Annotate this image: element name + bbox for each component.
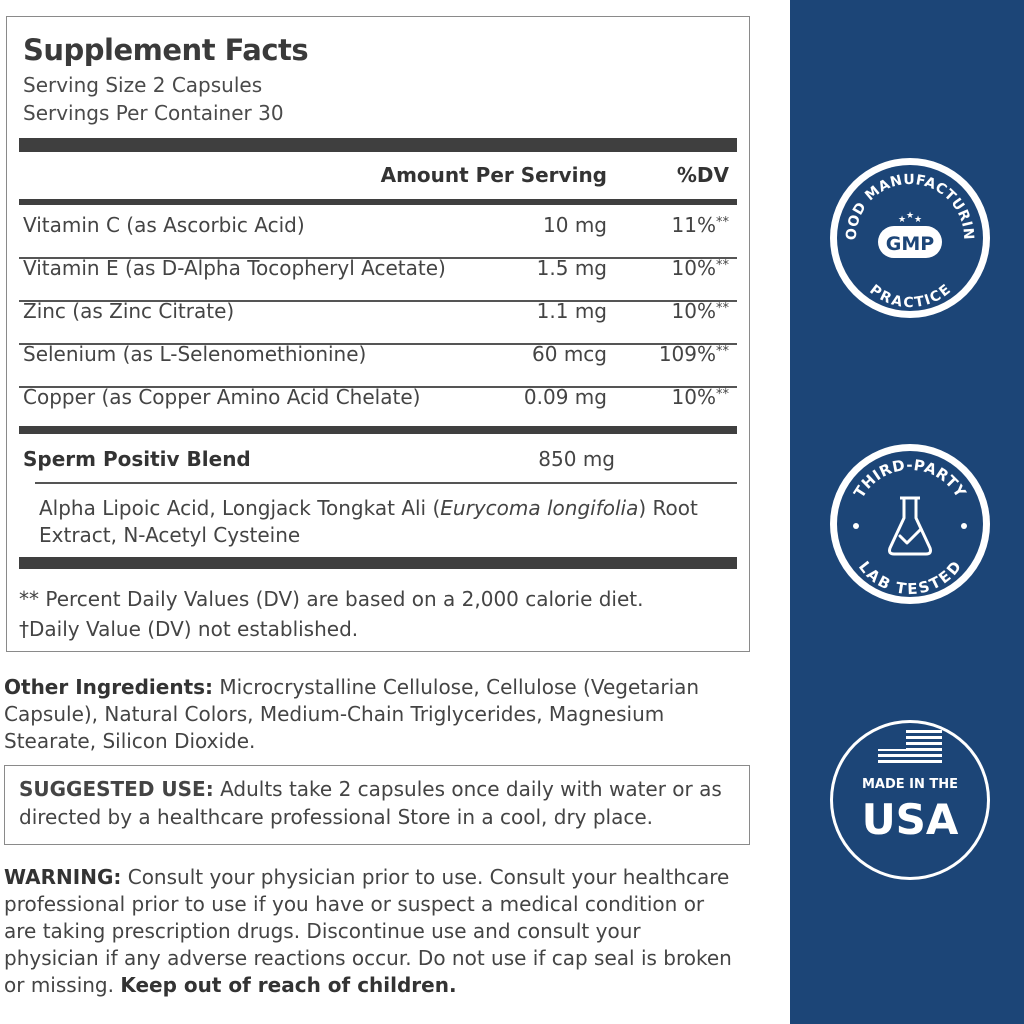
nutrient-amount: 60 mcg — [532, 342, 607, 366]
warning-text: Consult your physician prior to use. Consult your healthcare professional prior to use if you have or suspect a medical condition or are taking prescription drugs. Discontinue use and consult your physician if any adverse reactions occur. Do not use if cap seal is broken or missing. — [4, 865, 732, 997]
supplement-facts-panel — [6, 16, 750, 652]
suggested-use-text: Adults take 2 capsules once daily with water or as directed by a healthcare professional Store in a cool, dry place. — [19, 777, 722, 829]
servings-per-container: Servings Per Container 30 — [23, 101, 284, 125]
suggested-use-box — [4, 765, 750, 845]
nutrient-amount: 10 mg — [543, 213, 607, 237]
gmp-badge — [826, 154, 994, 322]
nutrient-amount: 0.09 mg — [523, 385, 607, 409]
dv-value: 109% — [658, 342, 716, 366]
lab-top-text: THIRD-PARTY — [850, 455, 970, 502]
dv-mark: ** — [716, 301, 729, 316]
usa-badge-icon — [826, 716, 994, 884]
medium-divider — [19, 199, 737, 205]
header-dv: %DV — [676, 163, 729, 187]
dv-value: 10% — [671, 385, 716, 409]
gmp-center-text: GMP — [885, 233, 935, 255]
blend-ingredients-latin: Eurycoma longifolia — [440, 496, 639, 520]
other-ingredients — [4, 674, 744, 755]
suggested-use-label: SUGGESTED USE: — [19, 777, 214, 801]
dv-mark: ** — [716, 387, 729, 402]
nutrient-dv — [672, 213, 729, 237]
other-ingredients-text: Microcrystalline Cellulose, Cellulose (Vegetarian Capsule), Natural Colors, Medium-Chain Triglycerides, Magnesium Stearate, Silicon Dioxide. — [4, 675, 700, 753]
thick-divider — [19, 557, 737, 569]
blend-divider — [35, 482, 737, 484]
suggested-use — [19, 775, 739, 831]
warning-emphasis: Keep out of reach of children. — [120, 973, 457, 997]
star-icon: ★ — [898, 215, 907, 225]
nutrient-name: Copper (as Copper Amino Acid Chelate) — [23, 385, 421, 409]
serving-size: Serving Size 2 Capsules — [23, 73, 263, 97]
nutrient-name: Zinc (as Zinc Citrate) — [23, 299, 235, 323]
nutrient-name: Vitamin C (as Ascorbic Acid) — [23, 213, 305, 237]
lab-badge-icon — [826, 440, 994, 608]
nutrient-amount: 1.1 mg — [536, 299, 607, 323]
facts-title: Supplement Facts — [23, 33, 309, 67]
warning — [4, 864, 740, 999]
blend-ingredients-part: ) Root Extract, N-Acetyl Cysteine — [39, 496, 698, 547]
us-flag-icon — [878, 730, 942, 766]
made-in-usa-badge — [826, 716, 994, 884]
nutrient-dv — [659, 342, 729, 366]
other-ingredients-label: Other Ingredients: — [4, 675, 214, 699]
dv-value: 10% — [671, 299, 716, 323]
nutrient-name: Selenium (as L-Selenomethionine) — [23, 342, 367, 366]
nutrient-dv — [672, 299, 729, 323]
nutrient-amount: 1.5 mg — [536, 256, 607, 280]
usa-text: USA — [861, 795, 959, 844]
dv-mark: ** — [716, 215, 729, 230]
lab-tested-badge — [826, 440, 994, 608]
made-in-text: MADE IN THE — [861, 777, 959, 792]
nutrient-dv — [672, 256, 729, 280]
warning-label: WARNING: — [4, 865, 122, 889]
header-amount: Amount Per Serving — [380, 163, 607, 187]
gmp-bottom-text: PRACTICE — [866, 281, 954, 311]
nutrient-dv — [672, 385, 729, 409]
footnote-dv: ** Percent Daily Values (DV) are based on a 2,000 calorie diet. — [19, 587, 644, 611]
star-icon: ★ — [906, 211, 915, 221]
gmp-badge-icon — [826, 154, 994, 322]
star-icon: ★ — [914, 215, 923, 225]
blend-ingredients — [39, 495, 729, 549]
dv-mark: ** — [716, 344, 729, 359]
lab-bottom-text: LAB TESTED — [854, 557, 966, 599]
nutrient-name: Vitamin E (as D-Alpha Tocopheryl Acetate) — [23, 256, 446, 280]
dv-mark: ** — [716, 258, 729, 273]
thick-divider — [19, 138, 737, 152]
medium-divider — [19, 426, 737, 434]
blend-name: Sperm Positiv Blend — [23, 447, 251, 471]
blend-ingredients-part: Alpha Lipoic Acid, Longjack Tongkat Ali ( — [39, 496, 441, 520]
dv-value: 11% — [671, 213, 716, 237]
dv-value: 10% — [671, 256, 716, 280]
gmp-top-text: OOD MANUFACTURIN — [843, 171, 977, 241]
blend-amount: 850 mg — [538, 447, 615, 471]
footnote-not-established: †Daily Value (DV) not established. — [19, 617, 359, 641]
